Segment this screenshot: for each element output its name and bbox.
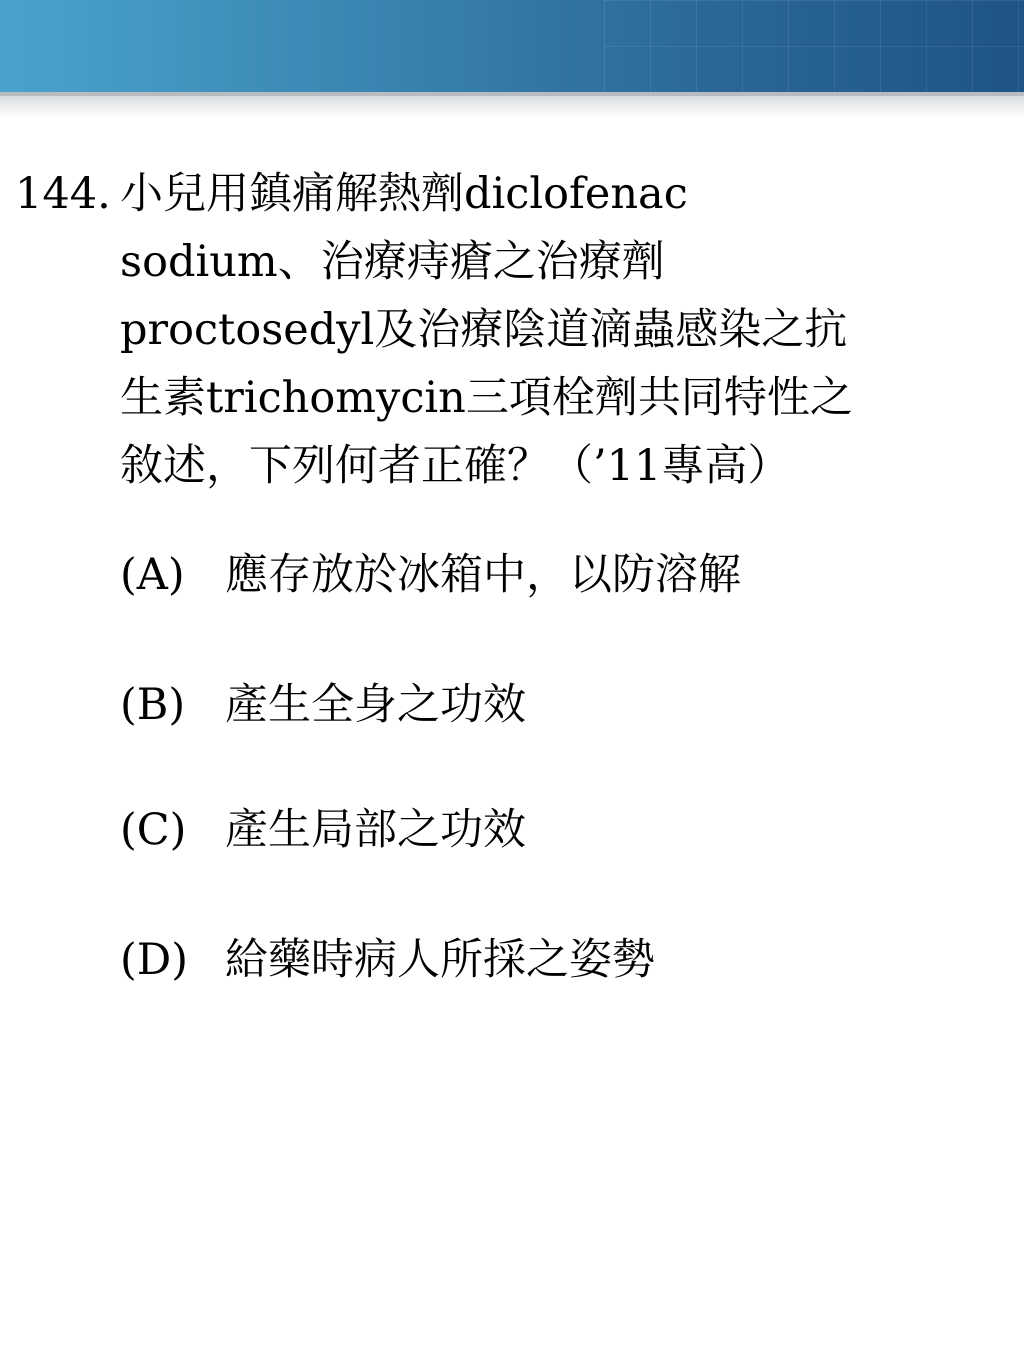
question-number: 144. xyxy=(15,169,111,219)
option-text: 產生全身之功效 xyxy=(225,680,526,730)
header-grid-pattern xyxy=(604,0,1024,92)
option-text: 產生局部之功效 xyxy=(225,805,526,855)
option-label: (A) xyxy=(120,550,185,600)
question-line: sodium、治療痔瘡之治療劑 xyxy=(120,237,665,287)
option-c xyxy=(120,800,1000,860)
question-text xyxy=(120,160,1005,500)
question-line: 敘述，下列何者正確？（’11專高） xyxy=(120,441,791,491)
option-b xyxy=(120,675,1000,735)
header-divider-line xyxy=(0,92,1024,96)
option-label: (B) xyxy=(120,680,186,730)
header-banner xyxy=(0,0,1024,92)
option-a xyxy=(120,545,1000,605)
question-line: 小兒用鎮痛解熱劑diclofenac xyxy=(120,169,688,219)
option-text: 應存放於冰箱中，以防溶解 xyxy=(225,550,741,600)
option-label: (D) xyxy=(120,935,189,985)
question-line: proctosedyl及治療陰道滴蟲感染之抗 xyxy=(120,305,848,355)
option-text: 給藥時病人所採之姿勢 xyxy=(225,935,655,985)
option-d xyxy=(120,930,1000,990)
option-label: (C) xyxy=(120,805,187,855)
question-line: 生素trichomycin三項栓劑共同特性之 xyxy=(120,373,853,423)
